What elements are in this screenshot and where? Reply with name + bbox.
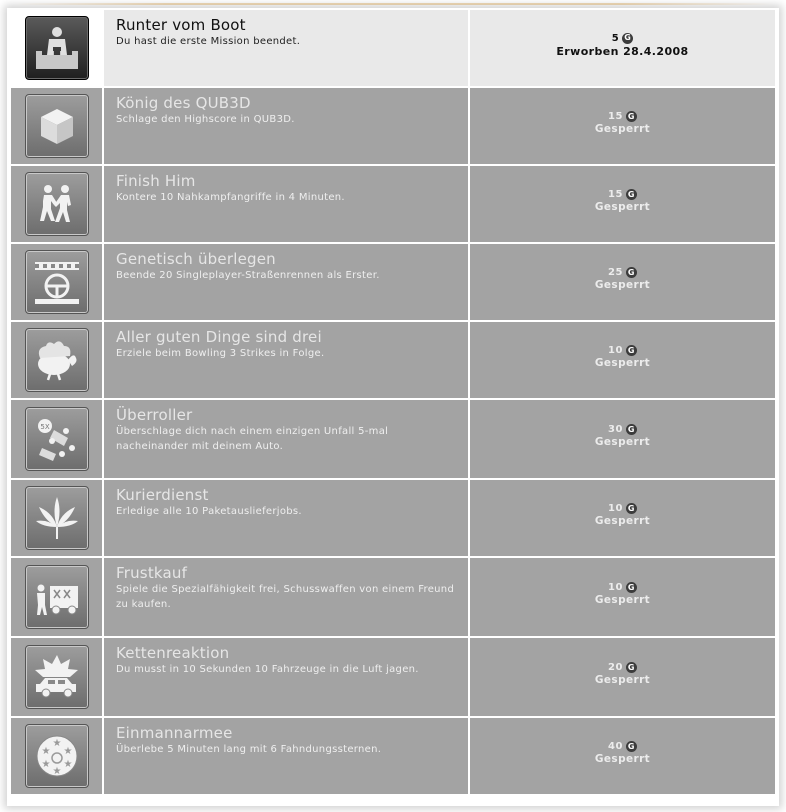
achievement-description: Du hast die erste Mission beendet. <box>116 36 301 47</box>
achievement-description: Kontere 10 Nahkampfangriffe in 4 Minuten. <box>116 192 345 203</box>
gamerscore-icon: G <box>627 424 635 434</box>
achievement-status: Gesperrt <box>594 357 651 369</box>
achievement-status: Gesperrt <box>594 123 651 135</box>
achievement-description: Erledige alle 10 Paketauslieferjobs. <box>116 506 302 517</box>
achievement-status: Gesperrt <box>594 674 651 686</box>
achievement-points: 25 <box>608 267 623 278</box>
leaf-icon <box>25 486 89 550</box>
achievement-status: Gesperrt <box>594 594 651 606</box>
achievement-title: Einmannarmee <box>116 724 233 742</box>
gamerscore-icon: G <box>627 345 635 355</box>
cube-icon <box>25 94 89 158</box>
achievement-points: 30 <box>608 424 623 435</box>
gamerscore-icon: G <box>624 33 632 42</box>
svg-text:★: ★ <box>63 759 72 770</box>
achievement-title: Finish Him <box>116 172 196 190</box>
achievements-panel <box>7 8 779 806</box>
achievement-row[interactable] <box>11 480 775 556</box>
gamerscore-icon: G <box>627 267 635 277</box>
exploding-car-icon <box>25 645 89 709</box>
achievement-points: 10 <box>608 345 623 356</box>
svg-text:★: ★ <box>52 766 61 777</box>
svg-text:★: ★ <box>41 759 50 770</box>
achievement-points: 5 <box>611 32 620 44</box>
achievement-title: Kettenreaktion <box>116 644 230 662</box>
achievement-title: König des QUB3D <box>116 94 251 112</box>
achievement-description: Du musst in 10 Sekunden 10 Fahrzeuge in die Luft jagen. <box>116 664 419 675</box>
achievement-description: Schlage den Highscore in QUB3D. <box>116 114 295 125</box>
gun-van-icon <box>25 565 89 629</box>
achievement-description: Erziele beim Bowling 3 Strikes in Folge. <box>116 348 325 359</box>
achievement-status: Gesperrt <box>594 201 651 213</box>
fighting-figures-icon <box>25 172 89 236</box>
achievement-title: Aller guten Dinge sind drei <box>116 328 322 346</box>
achievement-row[interactable] <box>11 400 775 478</box>
achievement-points: 10 <box>608 503 623 514</box>
achievement-row[interactable] <box>11 638 775 716</box>
achievement-row[interactable] <box>11 88 775 164</box>
achievement-title: Frustkauf <box>116 564 188 582</box>
achievement-title: Kurierdienst <box>116 486 209 504</box>
achievement-points: 40 <box>608 741 623 752</box>
top-accent-line <box>14 3 774 5</box>
achievement-description: Überlebe 5 Minuten lang mit 6 Fahndungssternen. <box>116 744 382 755</box>
achievement-points: 15 <box>608 189 623 200</box>
achievement-title: Überroller <box>116 406 193 424</box>
achievement-row[interactable] <box>11 558 775 636</box>
wanted-stars-icon <box>25 724 89 788</box>
gamerscore-icon: G <box>627 662 635 672</box>
achievement-title: Genetisch überlegen <box>116 250 276 268</box>
achievement-status: Erworben 28.4.2008 <box>556 44 689 58</box>
achievement-row[interactable] <box>11 166 775 242</box>
svg-text:★: ★ <box>52 738 61 749</box>
gamerscore-icon: G <box>627 582 635 592</box>
achievement-status: Gesperrt <box>594 515 651 527</box>
achievement-points: 15 <box>608 111 623 122</box>
achievement-status: Gesperrt <box>594 436 651 448</box>
achievement-description: Spiele die Spezialfähigkeit frei, Schusswaffen von einem Freund zu kaufen. <box>116 584 455 610</box>
achievement-description: Überschlage dich nach einem einzigen Unfall 5-mal nacheinander mit deinem Auto. <box>116 426 389 452</box>
gamerscore-icon: G <box>627 503 635 513</box>
achievement-list <box>11 10 775 796</box>
rolling-car-icon <box>25 407 89 471</box>
achievement-points: 10 <box>608 582 623 593</box>
achievement-title: Runter vom Boot <box>116 16 246 34</box>
svg-text:★: ★ <box>41 746 50 757</box>
svg-text:★: ★ <box>63 746 72 757</box>
achievement-row[interactable] <box>11 718 775 794</box>
achievement-row[interactable] <box>11 322 775 398</box>
gamerscore-icon: G <box>627 111 635 121</box>
achievement-row[interactable] <box>11 10 775 86</box>
person-on-dock-icon <box>25 16 89 80</box>
steering-wheel-icon <box>25 250 89 314</box>
achievement-description: Beende 20 Singleplayer-Straßenrennen als Erster. <box>116 270 380 281</box>
gamerscore-icon: G <box>627 189 635 199</box>
achievement-status: Gesperrt <box>594 753 651 765</box>
turkey-icon <box>25 328 89 392</box>
gamerscore-icon: G <box>627 741 635 751</box>
svg-text:5X: 5X <box>39 423 50 431</box>
achievement-points: 20 <box>608 662 623 673</box>
achievement-status: Gesperrt <box>594 279 651 291</box>
achievement-row[interactable] <box>11 244 775 320</box>
